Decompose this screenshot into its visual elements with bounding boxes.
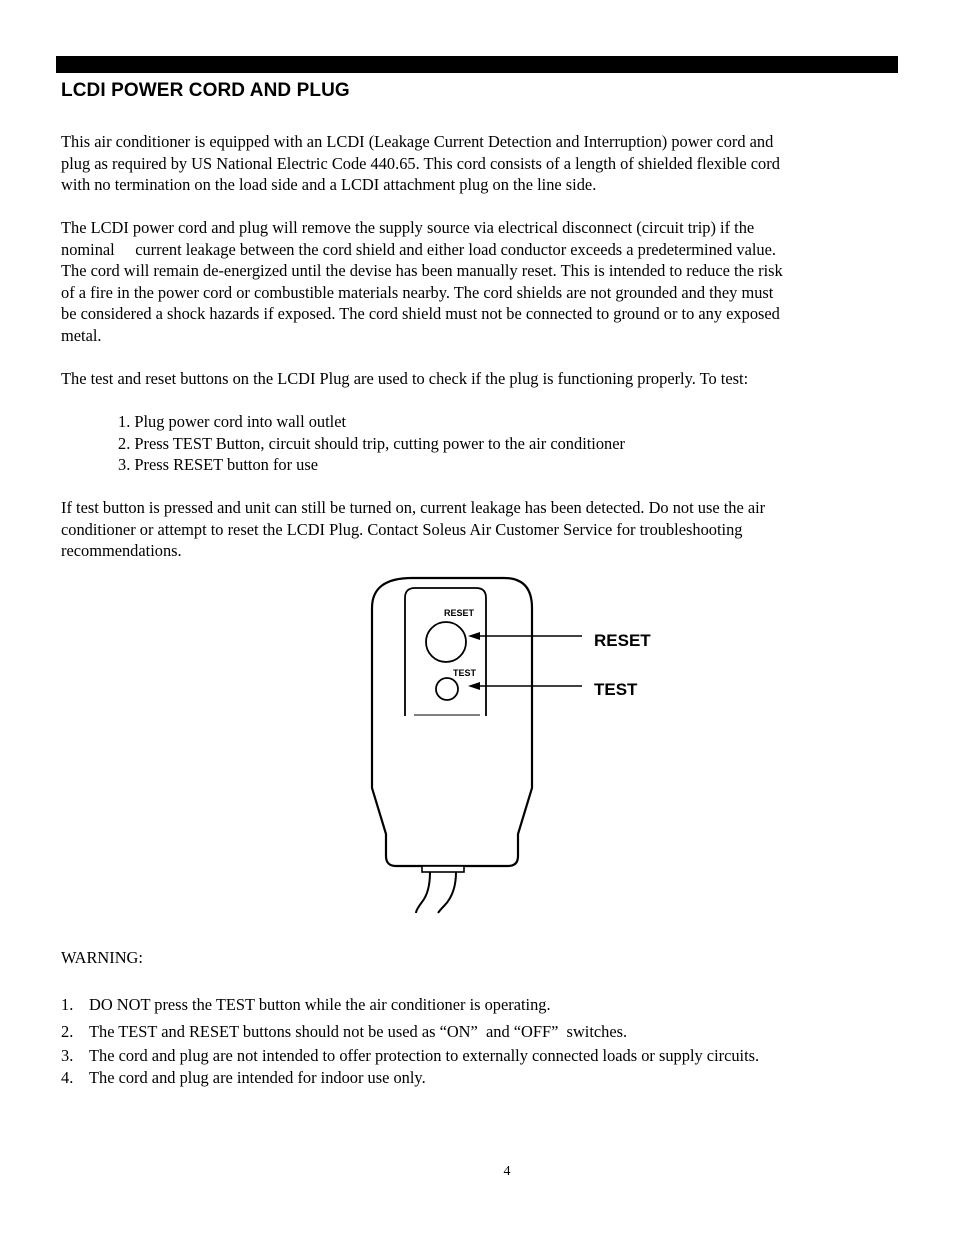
- reset-button-label: RESET: [444, 608, 475, 618]
- function-paragraph: [61, 217, 893, 347]
- warning-number: 1.: [61, 995, 74, 1014]
- text-line: conditioner or attempt to reset the LCDI Plug. Contact Soleus Air Customer Service for troubleshooting: [61, 519, 743, 539]
- cord: [416, 872, 430, 913]
- reset-callout-label: RESET: [594, 631, 651, 650]
- text-line: metal.: [61, 325, 102, 345]
- test-button-circle: [436, 678, 458, 700]
- reset-button-circle: [426, 622, 466, 662]
- test-step: 3. Press RESET button for use: [118, 455, 319, 475]
- test-steps-list: [118, 411, 625, 476]
- text-line: recommendations.: [61, 541, 182, 561]
- warning-number: 2.: [61, 1022, 74, 1041]
- warning-label: WARNING:: [61, 948, 143, 967]
- warning-number: 4.: [61, 1067, 74, 1087]
- warning-text: The TEST and RESET buttons should not be used as “ON” and “OFF” switches.: [89, 1022, 628, 1041]
- warning-text: DO NOT press the TEST button while the air conditioner is operating.: [89, 995, 551, 1014]
- text-line: be considered a shock hazards if exposed. The cord shield must not be connected to ground or to any exposed: [61, 304, 780, 324]
- page-number: 4: [503, 1164, 511, 1179]
- test-intro-paragraph: [61, 368, 893, 390]
- text-line: with no termination on the load side and a LCDI attachment plug on the line side.: [61, 175, 597, 195]
- section-title: LCDI POWER CORD AND PLUG: [61, 80, 350, 101]
- plug-body: [372, 578, 532, 866]
- warning-text: The cord and plug are not intended to offer protection to externally connected loads or supply circuits.: [89, 1046, 760, 1065]
- text-line: The LCDI power cord and plug will remove the supply source via electrical disconnect (circuit trip) if the: [61, 218, 755, 237]
- test-button-label: TEST: [453, 668, 477, 678]
- text-line: The cord will remain de-energized until the devise has been manually reset. This is intended to reduce the risk: [61, 261, 783, 281]
- text-line: plug as required by US National Electric Code 440.65. This cord consists of a length of shielded flexible cord: [61, 153, 780, 173]
- test-callout-label: TEST: [594, 680, 638, 699]
- warning-number: 3.: [61, 1046, 74, 1065]
- text-line: nominal current leakage between the cord shield and either load conductor exceeds a predetermined value.: [61, 239, 776, 259]
- failure-paragraph: [61, 497, 893, 562]
- cord-strain-relief: [422, 866, 464, 872]
- test-step: 2. Press TEST Button, circuit should trip, cutting power to the air conditioner: [118, 433, 625, 453]
- warning-text: The cord and plug are intended for indoor use only.: [89, 1067, 426, 1087]
- cord: [438, 872, 456, 913]
- text-line: of a fire in the power cord or combustible materials nearby. The cord shields are not grounded and they must: [61, 282, 774, 302]
- test-step: 1. Plug power cord into wall outlet: [118, 412, 347, 431]
- intro-paragraph: [61, 131, 893, 196]
- text-line: This air conditioner is equipped with an LCDI (Leakage Current Detection and Interruption) power cord and: [61, 132, 774, 151]
- text-line: The test and reset buttons on the LCDI Plug are used to check if the plug is functioning properly. To test:: [61, 369, 749, 388]
- lcdi-plug-diagram: [360, 572, 660, 917]
- header-rule: [56, 56, 898, 73]
- text-line: If test button is pressed and unit can still be turned on, current leakage has been detected. Do not use the air: [61, 498, 766, 517]
